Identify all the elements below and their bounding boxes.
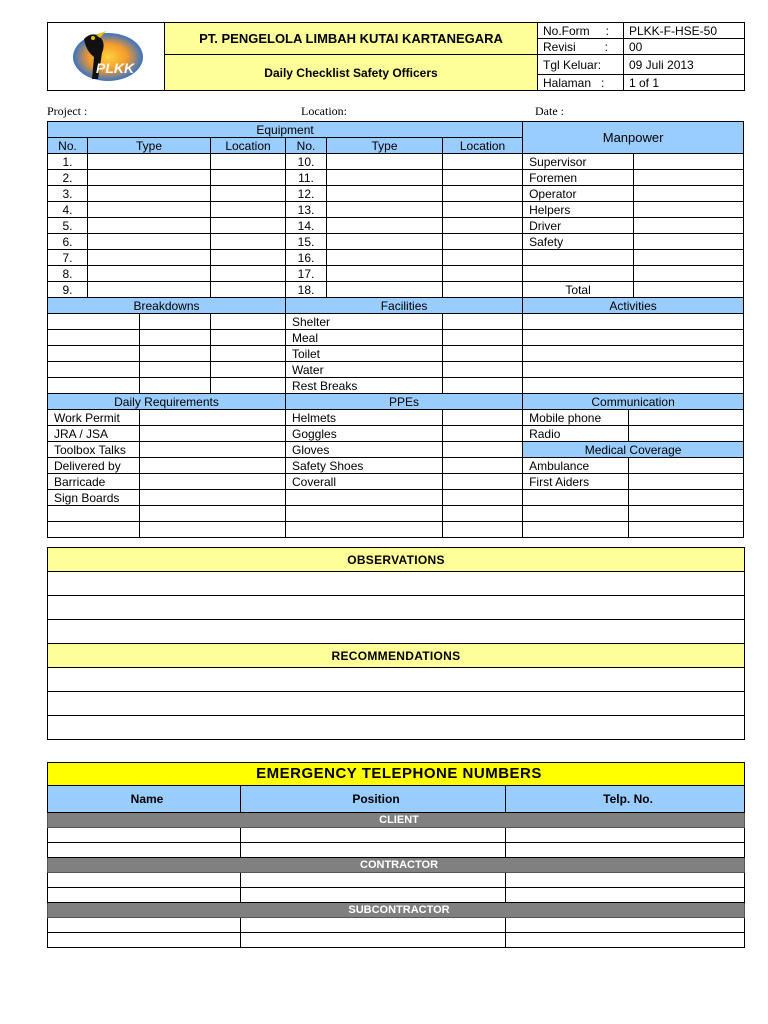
observation-line[interactable] [48, 620, 745, 644]
equipment-no: 6. [48, 234, 88, 250]
requirement-check-cell[interactable] [140, 506, 286, 522]
plkk-logo-icon [48, 23, 164, 87]
breakdown-cell[interactable] [140, 346, 211, 362]
emergency-position-cell[interactable] [241, 933, 506, 948]
ppe-item [286, 490, 443, 506]
recommendation-line[interactable] [48, 692, 745, 716]
equipment-no: 17. [286, 266, 327, 282]
equipment-no: 11. [286, 170, 327, 186]
emergency-phone-cell[interactable] [506, 918, 745, 933]
medical-item: First Aiders [523, 474, 629, 490]
manpower-count-cell[interactable] [634, 234, 744, 250]
emergency-col-header: Position [241, 786, 506, 813]
breakdown-cell[interactable] [48, 314, 140, 330]
medical-cell[interactable] [629, 490, 744, 506]
manpower-count-cell[interactable] [634, 266, 744, 282]
equipment-no: 14. [286, 218, 327, 234]
emergency-group-header: CONTRACTOR [48, 858, 745, 873]
ppes-title: PPEs [286, 394, 523, 410]
equipment-type-cell[interactable] [88, 266, 211, 282]
requirement-item [48, 506, 140, 522]
project-label: Project : [47, 104, 88, 118]
equipment-no: 16. [286, 250, 327, 266]
equipment-no: 2. [48, 170, 88, 186]
equipment-type-cell[interactable] [327, 154, 443, 170]
equipment-no: 5. [48, 218, 88, 234]
emergency-col-header: Telp. No. [506, 786, 745, 813]
emergency-group-header: SUBCONTRACTOR [48, 903, 745, 918]
project-line [47, 104, 744, 118]
medical-cell[interactable] [629, 474, 744, 490]
requirement-item [48, 522, 140, 538]
requirement-item: Work Permit [48, 410, 140, 426]
requirement-item: JRA / JSA [48, 426, 140, 442]
ppe-check-cell[interactable] [443, 522, 523, 538]
requirement-check-cell[interactable] [140, 442, 286, 458]
activity-cell[interactable] [523, 362, 744, 378]
activity-cell[interactable] [523, 314, 744, 330]
ppe-item: Coverall [286, 474, 443, 490]
communication-item: Mobile phone [523, 410, 629, 426]
ppe-check-cell[interactable] [443, 506, 523, 522]
emergency-position-cell[interactable] [241, 918, 506, 933]
location-label: Location: [301, 104, 347, 118]
recommendations-title: RECOMMENDATIONS [48, 644, 745, 668]
facility-item: Shelter [286, 314, 443, 330]
equipment-type-cell[interactable] [327, 266, 443, 282]
manpower-count-cell[interactable] [634, 218, 744, 234]
equipment-location-cell[interactable] [211, 186, 286, 202]
ppe-check-cell[interactable] [443, 490, 523, 506]
equipment-no: 13. [286, 202, 327, 218]
observation-line[interactable] [48, 596, 745, 620]
manpower-total-label: Total [523, 282, 634, 298]
ppe-item: Helmets [286, 410, 443, 426]
breakdown-cell[interactable] [211, 378, 286, 394]
breakdown-cell[interactable] [211, 314, 286, 330]
equipment-location-cell[interactable] [211, 250, 286, 266]
manpower-item: Safety [523, 234, 634, 250]
checklist-grid [47, 121, 744, 538]
equipment-type-cell[interactable] [88, 186, 211, 202]
logo-cell [48, 23, 165, 91]
equipment-type-cell[interactable] [88, 282, 211, 298]
breakdown-cell[interactable] [211, 346, 286, 362]
medical-cell[interactable] [629, 506, 744, 522]
equipment-type-cell[interactable] [327, 250, 443, 266]
manpower-count-cell[interactable] [634, 250, 744, 266]
emergency-position-cell[interactable] [241, 888, 506, 903]
breakdown-cell[interactable] [140, 362, 211, 378]
equipment-type-cell[interactable] [88, 218, 211, 234]
manpower-total-cell[interactable] [634, 282, 744, 298]
requirement-item: Sign Boards [48, 490, 140, 506]
communication-item: Radio [523, 426, 629, 442]
halaman-value: 1 of 1 [624, 75, 745, 91]
breakdown-cell[interactable] [211, 330, 286, 346]
manpower-count-cell[interactable] [634, 186, 744, 202]
company-name: PT. PENGELOLA LIMBAH KUTAI KARTANEGARA [165, 23, 538, 55]
emergency-group-header: CLIENT [48, 813, 745, 828]
emergency-table [47, 762, 745, 948]
facilities-title: Facilities [286, 298, 523, 314]
breakdown-cell[interactable] [140, 330, 211, 346]
breakdown-cell[interactable] [140, 378, 211, 394]
breakdown-cell[interactable] [211, 362, 286, 378]
facility-check-cell[interactable] [443, 330, 523, 346]
emergency-position-cell[interactable] [241, 873, 506, 888]
col-no: No. [286, 138, 327, 154]
breakdown-cell[interactable] [140, 314, 211, 330]
equipment-type-cell[interactable] [88, 250, 211, 266]
doc-title: Daily Checklist Safety Officers [165, 55, 538, 91]
equipment-type-cell[interactable] [327, 202, 443, 218]
facility-check-cell[interactable] [443, 314, 523, 330]
equipment-type-cell[interactable] [327, 170, 443, 186]
equipment-location-cell[interactable] [443, 202, 523, 218]
svg-text:PLKK: PLKK [96, 60, 135, 76]
emergency-name-cell[interactable] [48, 918, 241, 933]
requirement-item: Barricade [48, 474, 140, 490]
manpower-title: Manpower [523, 122, 744, 154]
equipment-no: 9. [48, 282, 88, 298]
equipment-location-cell[interactable] [443, 170, 523, 186]
equipment-type-cell[interactable] [327, 186, 443, 202]
equipment-location-cell[interactable] [211, 282, 286, 298]
equipment-type-cell[interactable] [327, 234, 443, 250]
equipment-no: 1. [48, 154, 88, 170]
form-header [47, 22, 745, 91]
tgl-value: 09 Juli 2013 [624, 55, 745, 75]
requirement-check-cell[interactable] [140, 522, 286, 538]
equipment-type-cell[interactable] [327, 218, 443, 234]
manpower-item: Helpers [523, 202, 634, 218]
emergency-phone-cell[interactable] [506, 933, 745, 948]
ppe-check-cell[interactable] [443, 442, 523, 458]
equipment-location-cell[interactable] [211, 266, 286, 282]
emergency-name-cell[interactable] [48, 888, 241, 903]
medical-item-blank[interactable] [523, 506, 629, 522]
col-location: Location [211, 138, 286, 154]
breakdowns-title: Breakdowns [48, 298, 286, 314]
requirement-check-cell[interactable] [140, 458, 286, 474]
form-label: No.Form : [538, 23, 624, 39]
activity-cell[interactable] [523, 378, 744, 394]
manpower-count-cell[interactable] [634, 202, 744, 218]
breakdown-cell[interactable] [48, 378, 140, 394]
facility-item: Water [286, 362, 443, 378]
equipment-type-cell[interactable] [88, 202, 211, 218]
observations-title: OBSERVATIONS [48, 548, 745, 572]
ppe-item: Safety Shoes [286, 458, 443, 474]
ppe-item [286, 522, 443, 538]
communication-cell[interactable] [629, 426, 744, 442]
manpower-count-cell[interactable] [634, 170, 744, 186]
facility-check-cell[interactable] [443, 362, 523, 378]
equipment-no: 18. [286, 282, 327, 298]
form-value: PLKK-F-HSE-50 [624, 23, 745, 39]
breakdown-cell[interactable] [48, 346, 140, 362]
observation-line[interactable] [48, 572, 745, 596]
date-label: Date : [535, 104, 564, 118]
ppe-check-cell[interactable] [443, 474, 523, 490]
emergency-name-cell[interactable] [48, 828, 241, 843]
equipment-location-cell[interactable] [211, 154, 286, 170]
col-type: Type [327, 138, 443, 154]
equipment-location-cell[interactable] [443, 266, 523, 282]
medical-cell[interactable] [629, 458, 744, 474]
medical-item: Ambulance [523, 458, 629, 474]
emergency-phone-cell[interactable] [506, 888, 745, 903]
requirement-item: Delivered by [48, 458, 140, 474]
emergency-phone-cell[interactable] [506, 828, 745, 843]
equipment-title: Equipment [48, 122, 523, 138]
equipment-no: 15. [286, 234, 327, 250]
equipment-location-cell[interactable] [443, 218, 523, 234]
breakdown-cell[interactable] [48, 330, 140, 346]
manpower-count-cell[interactable] [634, 154, 744, 170]
emergency-name-cell[interactable] [48, 933, 241, 948]
activity-cell[interactable] [523, 330, 744, 346]
manpower-item: Supervisor [523, 154, 634, 170]
col-no: No. [48, 138, 88, 154]
equipment-no: 3. [48, 186, 88, 202]
requirement-check-cell[interactable] [140, 410, 286, 426]
requirement-item: Toolbox Talks [48, 442, 140, 458]
emergency-phone-cell[interactable] [506, 843, 745, 858]
facility-item: Toilet [286, 346, 443, 362]
emergency-name-cell[interactable] [48, 843, 241, 858]
emergency-position-cell[interactable] [241, 843, 506, 858]
tgl-label: Tgl Keluar: [538, 55, 624, 75]
revisi-label: Revisi : [538, 39, 624, 55]
facility-check-cell[interactable] [443, 346, 523, 362]
equipment-no: 7. [48, 250, 88, 266]
ppe-item: Gloves [286, 442, 443, 458]
ppe-item: Goggles [286, 426, 443, 442]
equipment-no: 8. [48, 266, 88, 282]
activity-cell[interactable] [523, 346, 744, 362]
col-type: Type [88, 138, 211, 154]
equipment-type-cell[interactable] [88, 154, 211, 170]
manpower-item: Operator [523, 186, 634, 202]
equipment-location-cell[interactable] [211, 234, 286, 250]
facility-item: Rest Breaks [286, 378, 443, 394]
equipment-location-cell[interactable] [211, 218, 286, 234]
halaman-label: Halaman : [538, 75, 624, 91]
observations-table [47, 547, 745, 740]
emergency-title: EMERGENCY TELEPHONE NUMBERS [48, 763, 745, 786]
breakdown-cell[interactable] [48, 362, 140, 378]
emergency-col-header: Name [48, 786, 241, 813]
equipment-type-cell[interactable] [88, 234, 211, 250]
communication-cell[interactable] [629, 410, 744, 426]
medical-coverage-title: Medical Coverage [523, 442, 744, 458]
requirement-check-cell[interactable] [140, 426, 286, 442]
equipment-type-cell[interactable] [327, 282, 443, 298]
requirement-check-cell[interactable] [140, 474, 286, 490]
ppe-item [286, 506, 443, 522]
requirement-check-cell[interactable] [140, 490, 286, 506]
ppe-check-cell[interactable] [443, 458, 523, 474]
communication-title: Communication [523, 394, 744, 410]
manpower-item: Driver [523, 218, 634, 234]
equipment-location-cell[interactable] [443, 234, 523, 250]
manpower-item [523, 250, 634, 266]
facility-item: Meal [286, 330, 443, 346]
equipment-location-cell[interactable] [211, 202, 286, 218]
emergency-phone-cell[interactable] [506, 873, 745, 888]
equipment-no: 12. [286, 186, 327, 202]
emergency-name-cell[interactable] [48, 873, 241, 888]
equipment-no: 4. [48, 202, 88, 218]
recommendation-line[interactable] [48, 668, 745, 692]
daily-requirements-title: Daily Requirements [48, 394, 286, 410]
ppe-check-cell[interactable] [443, 426, 523, 442]
col-location: Location [443, 138, 523, 154]
recommendation-line[interactable] [48, 716, 745, 740]
equipment-location-cell[interactable] [443, 154, 523, 170]
facility-check-cell[interactable] [443, 378, 523, 394]
equipment-location-cell[interactable] [211, 170, 286, 186]
medical-item-blank[interactable] [523, 522, 629, 538]
emergency-position-cell[interactable] [241, 828, 506, 843]
medical-cell[interactable] [629, 522, 744, 538]
revisi-value: 00 [624, 39, 745, 55]
equipment-location-cell[interactable] [443, 250, 523, 266]
equipment-location-cell[interactable] [443, 186, 523, 202]
equipment-location-cell[interactable] [443, 282, 523, 298]
ppe-check-cell[interactable] [443, 410, 523, 426]
manpower-item [523, 266, 634, 282]
manpower-item: Foremen [523, 170, 634, 186]
equipment-no: 10. [286, 154, 327, 170]
activities-title: Activities [523, 298, 744, 314]
equipment-type-cell[interactable] [88, 170, 211, 186]
medical-item-blank[interactable] [523, 490, 629, 506]
